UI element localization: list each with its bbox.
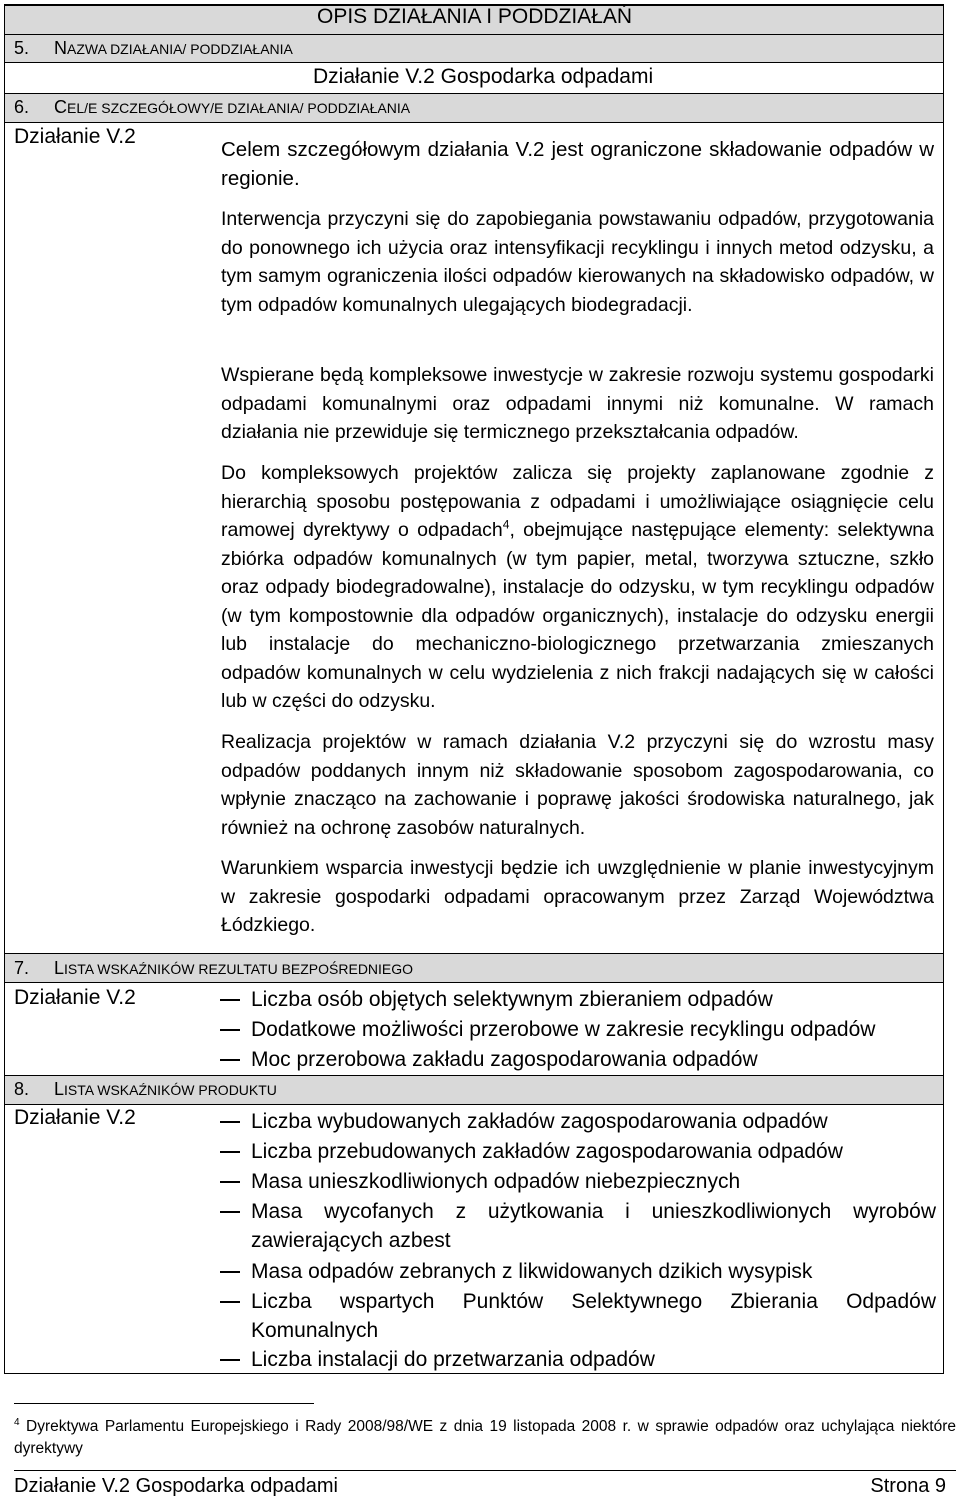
section5-number: 5. xyxy=(14,38,30,58)
list-item-text: Liczba przebudowanych zakładów zagospodarowania odpadów xyxy=(251,1140,843,1163)
footnote-text: Dyrektywa Parlamentu Europejskiego i Rady 2008/98/WE z dnia 19 listopada 2008 r. w sprawie odpadów oraz uchylająca niektóre dyrektywy xyxy=(14,1418,956,1458)
section6-paragraph-2 xyxy=(221,205,934,319)
section5-heading xyxy=(14,38,293,59)
footnote xyxy=(14,1412,956,1460)
section8-label: Działanie V.2 xyxy=(14,1106,136,1129)
page-number: Strona 9 xyxy=(870,1475,946,1497)
complex-projects-text-a: Do kompleksowych projektów zalicza się projekty zaplanowane zgodnie z hierarchią sposobu postępowania z odpadami i umożliwiające osiągnięcie celu ramowej dyrektywy o odpadach xyxy=(221,462,934,541)
complex-projects-text xyxy=(221,459,934,716)
section5-heading-rest: AZWA DZIAŁANIA/ PODDZIAŁANIA xyxy=(67,41,293,57)
list-item xyxy=(220,1137,936,1166)
list-item xyxy=(220,1345,936,1374)
section7-heading-cap: L xyxy=(54,958,65,978)
list-item xyxy=(220,1045,936,1074)
page-title: OPIS DZIAŁANIA I PODDZIAŁAŃ xyxy=(317,5,633,28)
dash-bullet xyxy=(220,1301,240,1303)
list-item-text: Liczba wspartych Punktów Selektywnego Zbierania Odpadów Komunalnych xyxy=(251,1290,936,1342)
section8-number: 8. xyxy=(14,1079,30,1099)
dash-bullet xyxy=(220,1271,240,1273)
list-item xyxy=(220,985,936,1014)
section6-paragraph-6 xyxy=(221,854,934,940)
list-item-text: Liczba instalacji do przetwarzania odpadów xyxy=(251,1348,655,1371)
dash-bullet xyxy=(220,1151,240,1153)
footnote-mark: 4 xyxy=(14,1417,20,1428)
complex-projects-text-b: , obejmujące następujące elementy: selektywna zbiórka odpadów komunalnych (w tym papier, metal, tworzywa sztuczne, szkło oraz odpady biodegradowalne), instalacje do odzysku, w tym recyklingu odpadów (w tym kompostownie dla odpadów organicznych), instalacje do odzysku energii lub instalacje do mechaniczno-biologicznego przetwarzania zmieszanych odpadów komunalnych w celu wydzielenia z nich frakcji nadających się w całości lub w części do odzysku. xyxy=(221,519,934,712)
list-item-text: Masa odpadów zebranych z likwidowanych dzikich wysypisk xyxy=(251,1260,813,1283)
list-item xyxy=(220,1107,936,1136)
dash-bullet xyxy=(220,1359,240,1361)
section6-paragraph-1 xyxy=(221,135,934,193)
dash-bullet xyxy=(220,1181,240,1183)
section6-paragraph-4 xyxy=(221,459,934,716)
section6-heading xyxy=(14,97,410,118)
objective-text: Celem szczegółowym działania V.2 jest ograniczone składowanie odpadów w regionie. xyxy=(221,138,934,190)
list-item-text: Masa wycofanych z użytkowania i unieszkodliwionych wyrobów zawierających azbest xyxy=(251,1200,936,1252)
dash-bullet xyxy=(220,999,240,1001)
section8-heading-cap: L xyxy=(54,1079,65,1099)
list-item-text: Dodatkowe możliwości przerobowe w zakresie recyklingu odpadów xyxy=(251,1018,876,1041)
section8-heading xyxy=(14,1079,277,1100)
dash-bullet xyxy=(220,1059,240,1061)
dash-bullet xyxy=(220,1211,240,1213)
section7-heading-rest: ISTA WSKAŹNIKÓW REZULTATU BEZPOŚREDNIEGO xyxy=(64,961,414,977)
section6-paragraph-3 xyxy=(221,361,934,447)
dash-bullet xyxy=(220,1029,240,1031)
list-item xyxy=(220,1197,936,1255)
list-item xyxy=(220,1167,936,1196)
realization-text: Realizacja projektów w ramach działania V.2 przyczyni się do wzrostu masy odpadów poddanych innym niż składowanie sposobom zagospodarowania, co wpłynie znacząco na zachowanie i poprawę jakości środowiska naturalnego, jak również na ochronę zasobów naturalnych. xyxy=(221,731,934,839)
list-item xyxy=(220,1287,936,1345)
section7-label: Działanie V.2 xyxy=(14,986,136,1009)
section6-heading-cap: C xyxy=(54,97,68,117)
footer-title: Działanie V.2 Gospodarka odpadami xyxy=(14,1475,338,1497)
section7-number: 7. xyxy=(14,958,30,978)
footnote-reference: 4 xyxy=(502,517,510,532)
footnote-separator xyxy=(14,1403,314,1404)
section6-heading-rest: EL/E SZCZEGÓŁOWY/E DZIAŁANIA/ PODDZIAŁANIA xyxy=(67,100,411,116)
section6-label: Działanie V.2 xyxy=(14,125,136,148)
footer-separator xyxy=(14,1470,956,1471)
list-item-text: Masa unieszkodliwionych odpadów niebezpiecznych xyxy=(251,1170,741,1193)
section5-value: Działanie V.2 Gospodarka odpadami xyxy=(313,65,654,88)
section5-heading-cap: N xyxy=(54,38,68,58)
section6-paragraph-5 xyxy=(221,728,934,842)
section8-heading-rest: ISTA WSKAŹNIKÓW PRODUKTU xyxy=(64,1082,277,1098)
list-item-text: Liczba wybudowanych zakładów zagospodarowania odpadów xyxy=(251,1110,828,1133)
supported-investments-text: Wspierane będą kompleksowe inwestycje w zakresie rozwoju systemu gospodarki odpadami komunalnymi oraz odpadami innymi niż komunalne. W ramach działania nie przewiduje się termicznego przekształcania odpadów. xyxy=(221,364,934,443)
dash-bullet xyxy=(220,1121,240,1123)
intervention-text: Interwencja przyczyni się do zapobiegania powstawaniu odpadów, przygotowania do ponownego ich użycia oraz intensyfikacji recyklingu i innych metod odzysku, a tym samym ograniczenia ilości odpadów kierowanych na składowisko odpadów, w tym odpadów komunalnych ulegających biodegradacji. xyxy=(221,208,934,316)
section6-number: 6. xyxy=(14,97,30,117)
list-item-text: Moc przerobowa zakładu zagospodarowania odpadów xyxy=(251,1048,758,1071)
support-condition-text: Warunkiem wsparcia inwestycji będzie ich uwzględnienie w planie inwestycyjnym w zakresie gospodarki odpadami opracowanym przez Zarząd Województwa Łódzkiego. xyxy=(221,857,934,936)
list-item xyxy=(220,1015,936,1044)
section7-heading xyxy=(14,958,413,979)
list-item-text: Liczba osób objętych selektywnym zbieraniem odpadów xyxy=(251,988,773,1011)
list-item xyxy=(220,1257,936,1286)
